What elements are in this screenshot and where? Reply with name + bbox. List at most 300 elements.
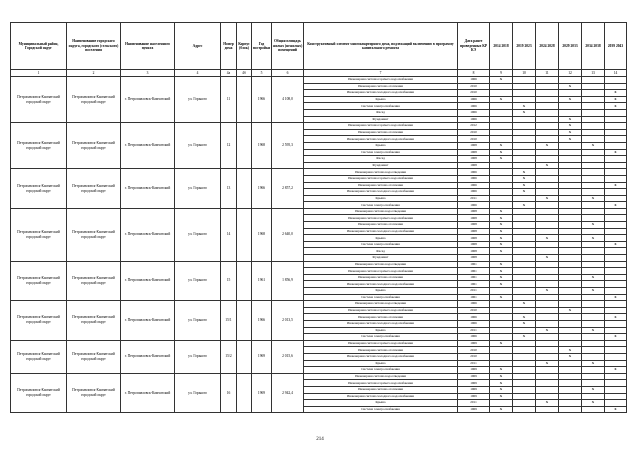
- settlement-cell: Петропавловск-Камчатский городской округ: [67, 169, 121, 209]
- column-number: 5: [252, 70, 272, 77]
- period-mark-cell: [559, 90, 582, 97]
- settlement-cell: Петропавловск-Камчатский городской округ: [67, 340, 121, 373]
- period-mark-cell: [490, 169, 513, 176]
- period-mark-cell: [582, 314, 605, 321]
- element-cell: Система электроснабжения: [304, 241, 458, 248]
- period-mark-cell: X: [605, 241, 627, 248]
- period-mark-cell: [513, 90, 536, 97]
- period-mark-cell: [513, 96, 536, 103]
- header-block: Корпус (блок): [237, 23, 252, 70]
- period-mark-cell: [582, 175, 605, 182]
- prior-repair-date-cell: 1968: [458, 228, 490, 235]
- period-mark-cell: X: [536, 195, 559, 202]
- period-mark-cell: X: [490, 386, 513, 393]
- block-cell: [237, 373, 252, 413]
- period-mark-cell: X: [513, 202, 536, 209]
- period-mark-cell: [559, 301, 582, 308]
- prior-repair-date-cell: 1966: [458, 169, 490, 176]
- element-cell: Инженерная система холодного водоснабжения: [304, 136, 458, 143]
- period-mark-cell: [536, 268, 559, 275]
- period-mark-cell: [536, 202, 559, 209]
- element-cell: Крыша: [304, 96, 458, 103]
- period-mark-cell: [513, 400, 536, 407]
- prior-repair-date-cell: 1969: [458, 386, 490, 393]
- period-mark-cell: [605, 373, 627, 380]
- period-mark-cell: [536, 380, 559, 387]
- prior-repair-date-cell: 1966: [458, 320, 490, 327]
- period-mark-cell: [605, 261, 627, 268]
- period-mark-cell: [582, 393, 605, 400]
- period-mark-cell: [605, 208, 627, 215]
- period-mark-cell: [490, 83, 513, 90]
- period-mark-cell: [513, 149, 536, 156]
- period-mark-cell: X: [559, 96, 582, 103]
- period-mark-cell: [513, 373, 536, 380]
- period-mark-cell: [582, 248, 605, 255]
- period-mark-cell: [513, 353, 536, 360]
- element-cell: Крыша: [304, 400, 458, 407]
- period-mark-cell: [559, 195, 582, 202]
- period-mark-cell: X: [605, 96, 627, 103]
- column-number: 12: [559, 70, 582, 77]
- house-number-cell: 13: [221, 169, 237, 209]
- period-mark-cell: [513, 123, 536, 130]
- year-built-cell: 1969: [252, 340, 272, 373]
- district-cell: Петропавловск-Камчатский городской округ: [11, 340, 67, 373]
- house-number-cell: 14: [221, 208, 237, 261]
- prior-repair-date-cell: 1966: [458, 301, 490, 308]
- period-mark-cell: X: [582, 288, 605, 295]
- element-cell: Фундамент: [304, 116, 458, 123]
- period-mark-cell: [605, 340, 627, 347]
- column-number: 9: [490, 70, 513, 77]
- prior-repair-date-cell: 1969: [458, 380, 490, 387]
- period-mark-cell: [605, 380, 627, 387]
- period-mark-cell: X: [513, 334, 536, 341]
- period-mark-cell: [513, 215, 536, 222]
- area-cell: 2 595,3: [272, 123, 304, 169]
- prior-repair-date-cell: 1961: [458, 294, 490, 301]
- period-mark-cell: [559, 288, 582, 295]
- prior-repair-date-cell: 1961: [458, 261, 490, 268]
- period-mark-cell: [536, 386, 559, 393]
- period-mark-cell: X: [490, 406, 513, 413]
- period-mark-cell: [582, 123, 605, 130]
- element-cell: Система электроснабжения: [304, 334, 458, 341]
- prior-repair-date-cell: 1968: [458, 241, 490, 248]
- column-number: 7: [304, 70, 458, 77]
- period-mark-cell: X: [582, 274, 605, 281]
- year-built-cell: 1969: [252, 373, 272, 413]
- period-mark-cell: [582, 380, 605, 387]
- element-cell: Инженерная система отопления: [304, 182, 458, 189]
- year-built-cell: 1968: [252, 208, 272, 261]
- period-mark-cell: [605, 215, 627, 222]
- period-mark-cell: [490, 109, 513, 116]
- period-mark-cell: X: [536, 400, 559, 407]
- period-mark-cell: [559, 208, 582, 215]
- period-mark-cell: X: [490, 248, 513, 255]
- year-built-cell: 1968: [252, 123, 272, 169]
- column-number: 14: [605, 70, 627, 77]
- period-mark-cell: [582, 109, 605, 116]
- period-mark-cell: [605, 327, 627, 334]
- period-mark-cell: [582, 320, 605, 327]
- period-mark-cell: [605, 274, 627, 281]
- prior-repair-date-cell: 1968: [458, 255, 490, 262]
- period-mark-cell: [536, 314, 559, 321]
- header-settlement: Наименование городского округа, городского (сельского) поселения: [67, 23, 121, 70]
- block-cell: [237, 208, 252, 261]
- period-mark-cell: [559, 327, 582, 334]
- element-cell: Инженерная система водоотведения: [304, 208, 458, 215]
- period-mark-cell: [513, 386, 536, 393]
- period-mark-cell: X: [582, 360, 605, 367]
- prior-repair-date-cell: 2010: [458, 353, 490, 360]
- period-mark-cell: [605, 228, 627, 235]
- period-mark-cell: [559, 393, 582, 400]
- year-built-cell: 1966: [252, 169, 272, 209]
- period-mark-cell: X: [536, 235, 559, 242]
- period-mark-cell: [582, 281, 605, 288]
- header-period-2039-2043: 2039 2043: [605, 23, 627, 70]
- table-row: [11, 169, 627, 176]
- header-period-2029-2033: 2029 2033: [559, 23, 582, 70]
- period-mark-cell: [513, 162, 536, 169]
- period-mark-cell: X: [490, 367, 513, 374]
- period-mark-cell: [513, 156, 536, 163]
- period-mark-cell: [513, 294, 536, 301]
- period-mark-cell: [582, 268, 605, 275]
- prior-repair-date-cell: 1968: [458, 215, 490, 222]
- period-mark-cell: X: [536, 162, 559, 169]
- district-cell: Петропавловск-Камчатский городской округ: [11, 208, 67, 261]
- period-mark-cell: [559, 320, 582, 327]
- period-mark-cell: [490, 334, 513, 341]
- column-number: 4б: [237, 70, 252, 77]
- period-mark-cell: [513, 208, 536, 215]
- element-cell: Фасад: [304, 156, 458, 163]
- period-mark-cell: X: [605, 202, 627, 209]
- element-cell: Инженерная система горячего водоснабжения: [304, 380, 458, 387]
- period-mark-cell: [536, 347, 559, 354]
- prior-repair-date-cell: 1969: [458, 373, 490, 380]
- period-mark-cell: [605, 386, 627, 393]
- table-row: [11, 340, 627, 347]
- period-mark-cell: [582, 90, 605, 97]
- header-period-2034-2038: 2034 2038: [582, 23, 605, 70]
- element-cell: Инженерная система холодного водоснабжения: [304, 189, 458, 196]
- period-mark-cell: [536, 136, 559, 143]
- period-mark-cell: [582, 215, 605, 222]
- period-mark-cell: [605, 320, 627, 327]
- header-row: [11, 23, 627, 70]
- element-cell: Инженерная система отопления: [304, 222, 458, 229]
- period-mark-cell: [490, 255, 513, 262]
- column-number: 11: [536, 70, 559, 77]
- prior-repair-date-cell: 1966: [458, 189, 490, 196]
- element-cell: Крыша: [304, 195, 458, 202]
- prior-repair-date-cell: 1969: [458, 406, 490, 413]
- element-cell: Инженерная система водоотведения: [304, 301, 458, 308]
- period-mark-cell: [605, 281, 627, 288]
- period-mark-cell: [513, 340, 536, 347]
- period-mark-cell: [536, 169, 559, 176]
- address-cell: ул. Горького: [175, 301, 221, 341]
- element-cell: Инженерная система холодного водоснабжения: [304, 393, 458, 400]
- house-number-cell: 12: [221, 123, 237, 169]
- period-mark-cell: [513, 347, 536, 354]
- period-mark-cell: [582, 169, 605, 176]
- year-built-cell: 1966: [252, 77, 272, 123]
- district-cell: Петропавловск-Камчатский городской округ: [11, 301, 67, 341]
- element-cell: Крыша: [304, 288, 458, 295]
- period-mark-cell: [582, 182, 605, 189]
- block-cell: [237, 169, 252, 209]
- area-cell: 2 640,0: [272, 208, 304, 261]
- prior-repair-date-cell: 2010: [458, 83, 490, 90]
- period-mark-cell: X: [559, 136, 582, 143]
- period-mark-cell: [536, 340, 559, 347]
- period-mark-cell: X: [582, 222, 605, 229]
- header-district: Муниципальный район, Городской округ: [11, 23, 67, 70]
- element-cell: Система электроснабжения: [304, 103, 458, 110]
- prior-repair-date-cell: 1968: [458, 149, 490, 156]
- period-mark-cell: [490, 195, 513, 202]
- period-mark-cell: [582, 367, 605, 374]
- period-mark-cell: [513, 274, 536, 281]
- column-number: 8: [458, 70, 490, 77]
- area-cell: 2 013,5: [272, 301, 304, 341]
- period-mark-cell: X: [582, 386, 605, 393]
- period-mark-cell: [559, 281, 582, 288]
- period-mark-cell: [605, 393, 627, 400]
- header-prior-repair-date: Дата ранее проведенных КР КЭ: [458, 23, 490, 70]
- period-mark-cell: X: [559, 307, 582, 314]
- period-mark-cell: [490, 288, 513, 295]
- period-mark-cell: X: [605, 334, 627, 341]
- period-mark-cell: [513, 77, 536, 84]
- prior-repair-date-cell: 2011: [458, 288, 490, 295]
- header-house-number: Номер дома: [221, 23, 237, 70]
- period-mark-cell: [605, 360, 627, 367]
- period-mark-cell: [559, 235, 582, 242]
- settlement-cell: Петропавловск-Камчатский городской округ: [67, 301, 121, 341]
- period-mark-cell: [536, 215, 559, 222]
- column-number: 1: [11, 70, 67, 77]
- period-mark-cell: [513, 255, 536, 262]
- column-number: 6: [272, 70, 304, 77]
- period-mark-cell: [582, 202, 605, 209]
- period-mark-cell: X: [490, 228, 513, 235]
- prior-repair-date-cell: 1966: [458, 202, 490, 209]
- period-mark-cell: [605, 222, 627, 229]
- address-cell: ул. Горького: [175, 123, 221, 169]
- period-mark-cell: [490, 327, 513, 334]
- prior-repair-date-cell: 1968: [458, 162, 490, 169]
- period-mark-cell: X: [490, 340, 513, 347]
- period-mark-cell: [559, 386, 582, 393]
- period-mark-cell: [513, 268, 536, 275]
- period-mark-cell: [605, 248, 627, 255]
- year-built-cell: 1961: [252, 261, 272, 301]
- period-mark-cell: [536, 96, 559, 103]
- period-mark-cell: [559, 380, 582, 387]
- period-mark-cell: X: [582, 142, 605, 149]
- period-mark-cell: [513, 136, 536, 143]
- period-mark-cell: [490, 162, 513, 169]
- header-period-2024-2028: 2024 2028: [536, 23, 559, 70]
- period-mark-cell: [605, 235, 627, 242]
- prior-repair-date-cell: 2010: [458, 129, 490, 136]
- element-cell: Фундамент: [304, 162, 458, 169]
- period-mark-cell: X: [513, 301, 536, 308]
- period-mark-cell: [605, 129, 627, 136]
- settlement-cell: Петропавловск-Камчатский городской округ: [67, 123, 121, 169]
- address-cell: ул. Горького: [175, 208, 221, 261]
- prior-repair-date-cell: 1961: [458, 274, 490, 281]
- period-mark-cell: [536, 367, 559, 374]
- period-mark-cell: [559, 77, 582, 84]
- element-cell: Инженерная система горячего водоснабжения: [304, 215, 458, 222]
- prior-repair-date-cell: 2011: [458, 400, 490, 407]
- period-mark-cell: X: [490, 268, 513, 275]
- element-cell: Фасад: [304, 109, 458, 116]
- element-cell: Инженерная система водоотведения: [304, 169, 458, 176]
- period-mark-cell: [559, 314, 582, 321]
- period-mark-cell: [513, 307, 536, 314]
- table-row: [11, 77, 627, 84]
- period-mark-cell: [513, 248, 536, 255]
- period-mark-cell: [536, 116, 559, 123]
- period-mark-cell: [582, 83, 605, 90]
- period-mark-cell: [582, 340, 605, 347]
- period-mark-cell: X: [490, 235, 513, 242]
- period-mark-cell: [582, 136, 605, 143]
- prior-repair-date-cell: 1966: [458, 103, 490, 110]
- period-mark-cell: [559, 367, 582, 374]
- prior-repair-date-cell: 1968: [458, 208, 490, 215]
- period-mark-cell: [536, 109, 559, 116]
- settlement-cell: Петропавловск-Камчатский городской округ: [67, 373, 121, 413]
- period-mark-cell: X: [582, 327, 605, 334]
- block-cell: [237, 77, 252, 123]
- period-mark-cell: [490, 202, 513, 209]
- period-mark-cell: [513, 129, 536, 136]
- period-mark-cell: X: [513, 320, 536, 327]
- prior-repair-date-cell: 1969: [458, 340, 490, 347]
- district-cell: Петропавловск-Камчатский городской округ: [11, 373, 67, 413]
- locality-cell: г. Петропавловск-Камчатский: [121, 77, 175, 123]
- column-number: 2: [67, 70, 121, 77]
- period-mark-cell: [605, 175, 627, 182]
- period-mark-cell: X: [559, 83, 582, 90]
- period-mark-cell: X: [490, 142, 513, 149]
- prior-repair-date-cell: 2010: [458, 90, 490, 97]
- period-mark-cell: [490, 360, 513, 367]
- element-cell: Система электроснабжения: [304, 149, 458, 156]
- period-mark-cell: X: [490, 77, 513, 84]
- prior-repair-date-cell: 1966: [458, 182, 490, 189]
- period-mark-cell: X: [490, 393, 513, 400]
- column-number: 13: [582, 70, 605, 77]
- element-cell: Инженерная система отопления: [304, 386, 458, 393]
- period-mark-cell: [605, 400, 627, 407]
- block-cell: [237, 301, 252, 341]
- period-mark-cell: [490, 314, 513, 321]
- prior-repair-date-cell: 1969: [458, 393, 490, 400]
- period-mark-cell: X: [582, 195, 605, 202]
- period-mark-cell: X: [490, 241, 513, 248]
- district-cell: Петропавловск-Камчатский городской округ: [11, 123, 67, 169]
- period-mark-cell: [582, 261, 605, 268]
- table-row: [11, 261, 627, 268]
- prior-repair-date-cell: 1968: [458, 235, 490, 242]
- period-mark-cell: [582, 406, 605, 413]
- period-mark-cell: [559, 261, 582, 268]
- area-cell: 2 857,2: [272, 169, 304, 209]
- period-mark-cell: [490, 320, 513, 327]
- period-mark-cell: [513, 393, 536, 400]
- period-mark-cell: [536, 281, 559, 288]
- period-mark-cell: [582, 103, 605, 110]
- period-mark-cell: [536, 320, 559, 327]
- period-mark-cell: [536, 103, 559, 110]
- period-mark-cell: [490, 103, 513, 110]
- prior-repair-date-cell: 1966: [458, 334, 490, 341]
- period-mark-cell: X: [559, 123, 582, 130]
- area-cell: 2 942,4: [272, 373, 304, 413]
- period-mark-cell: [536, 274, 559, 281]
- element-cell: Инженерная система отопления: [304, 83, 458, 90]
- prior-repair-date-cell: 2011: [458, 360, 490, 367]
- period-mark-cell: [582, 129, 605, 136]
- period-mark-cell: [559, 400, 582, 407]
- column-number: 4: [175, 70, 221, 77]
- period-mark-cell: [605, 288, 627, 295]
- period-mark-cell: [536, 77, 559, 84]
- period-mark-cell: [559, 103, 582, 110]
- period-mark-cell: [605, 136, 627, 143]
- period-mark-cell: [513, 116, 536, 123]
- period-mark-cell: [605, 123, 627, 130]
- address-cell: ул. Горького: [175, 169, 221, 209]
- period-mark-cell: [490, 307, 513, 314]
- element-cell: Инженерная система холодного водоснабжения: [304, 353, 458, 360]
- period-mark-cell: [605, 116, 627, 123]
- period-mark-cell: [490, 301, 513, 308]
- element-cell: Крыша: [304, 360, 458, 367]
- locality-cell: г. Петропавловск-Камчатский: [121, 373, 175, 413]
- prior-repair-date-cell: 2010: [458, 307, 490, 314]
- prior-repair-date-cell: 1968: [458, 248, 490, 255]
- document-sheet: [10, 22, 626, 413]
- period-mark-cell: [559, 215, 582, 222]
- year-built-cell: 1966: [252, 301, 272, 341]
- period-mark-cell: [582, 241, 605, 248]
- period-mark-cell: [559, 202, 582, 209]
- period-mark-cell: X: [490, 208, 513, 215]
- column-number: 3: [121, 70, 175, 77]
- period-mark-cell: X: [490, 261, 513, 268]
- period-mark-cell: X: [490, 215, 513, 222]
- prior-repair-date-cell: 1969: [458, 367, 490, 374]
- column-number: 4а: [221, 70, 237, 77]
- element-cell: Фасад: [304, 248, 458, 255]
- element-cell: Инженерная система горячего водоснабжения: [304, 77, 458, 84]
- table-body: [11, 77, 627, 413]
- period-mark-cell: X: [605, 103, 627, 110]
